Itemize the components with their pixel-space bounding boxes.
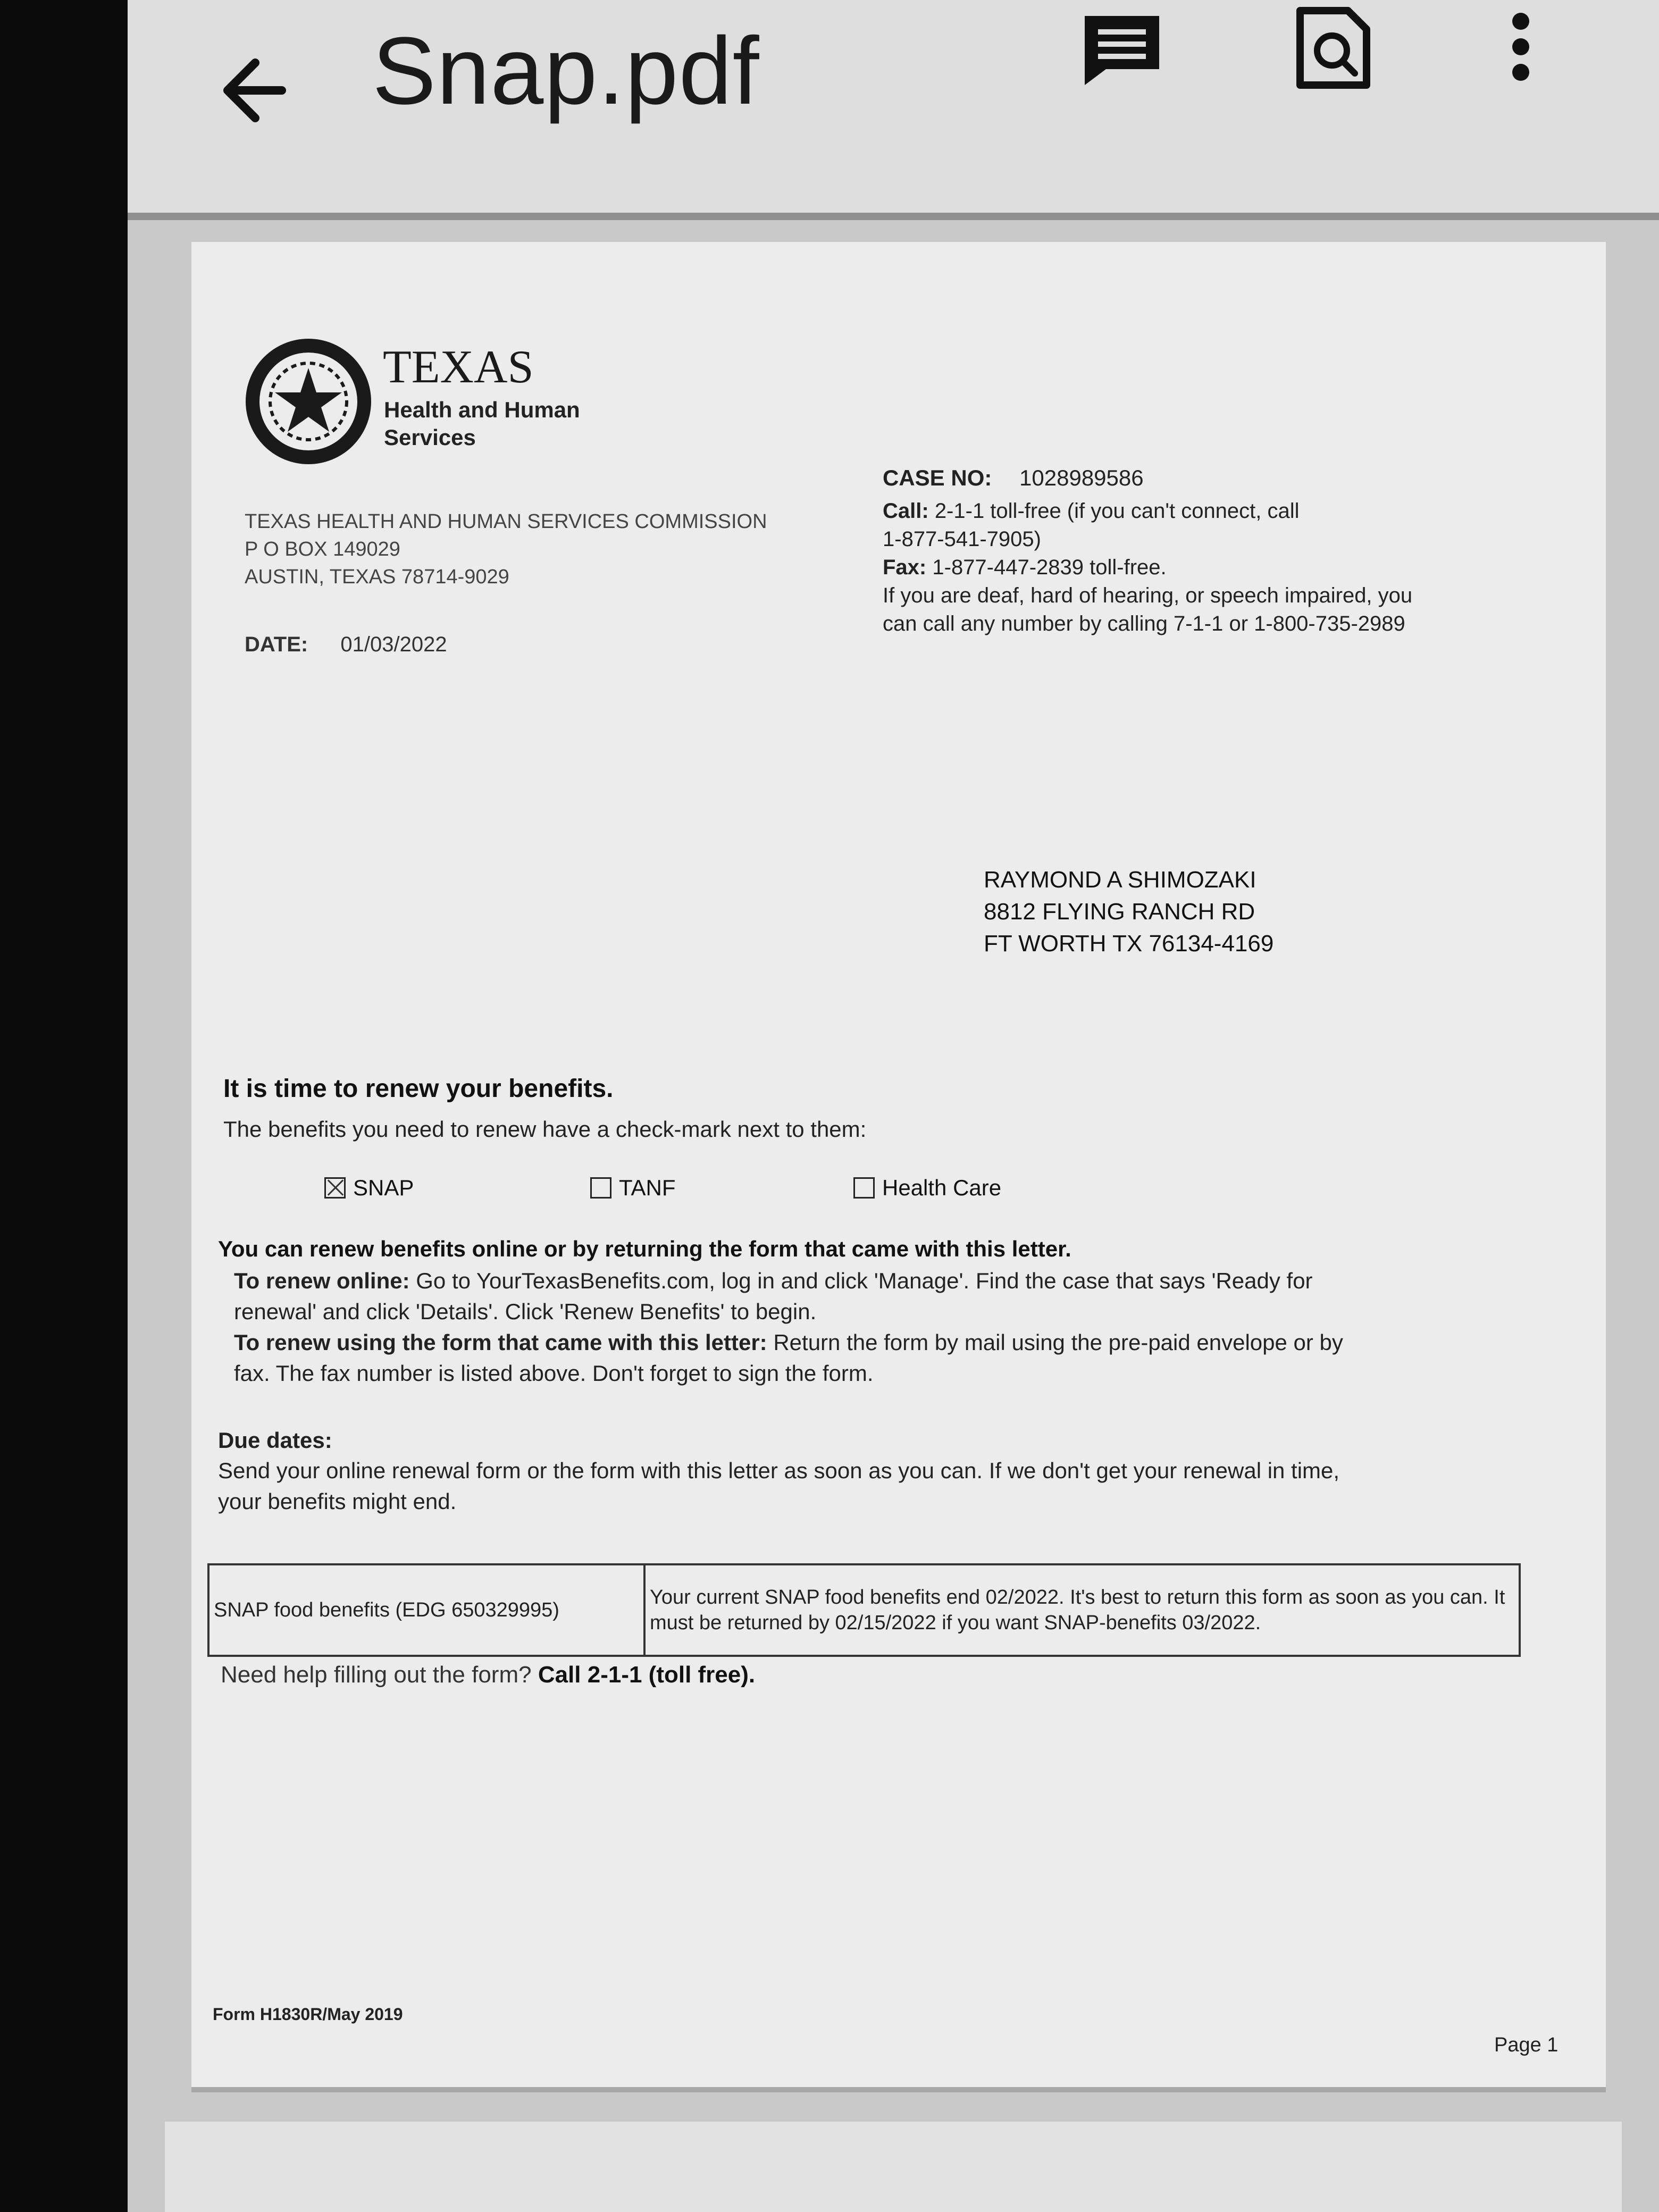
due-text-2: your benefits might end. <box>218 1489 457 1514</box>
benefit-label-health-care: Health Care <box>882 1175 1002 1200</box>
recipient-name: RAYMOND A SHIMOZAKI <box>984 867 1256 893</box>
app-toolbar <box>128 0 1659 220</box>
date-value: 01/03/2022 <box>340 633 447 656</box>
due-dates-table <box>207 1563 1521 1657</box>
contact-info <box>883 497 1521 638</box>
pdf-page <box>191 242 1606 2087</box>
logo-title: TEXAS <box>383 341 534 393</box>
due-text-1: Send your online renewal form or the form with this letter as soon as you can. If we don't get your renewal in time, <box>218 1458 1340 1483</box>
recipient-address <box>984 864 1273 960</box>
online-text-2: renewal' and click 'Details'. Click 'Renew Benefits' to begin. <box>234 1299 817 1324</box>
texas-hhs-seal-icon <box>242 335 375 468</box>
arrow-left-icon <box>207 37 314 144</box>
form-text-2: fax. The fax number is listed above. Don't forget to sign the form. <box>234 1361 874 1386</box>
renewal-heading: It is time to renew your benefits. <box>223 1075 614 1103</box>
more-vert-icon <box>1489 5 1553 96</box>
benefit-tanf <box>590 1175 676 1201</box>
online-text-1: Go to YourTexasBenefits.com, log in and click 'Manage'. Find the case that says 'Ready for <box>416 1268 1313 1293</box>
tanf-checkbox <box>590 1177 611 1199</box>
benefit-label-tanf: TANF <box>619 1175 676 1200</box>
online-label: To renew online: <box>234 1268 410 1293</box>
renew-options-heading: You can renew benefits online or by returning the form that came with this letter. <box>218 1236 1071 1261</box>
help-call: Call 2-1-1 (toll free). <box>538 1662 756 1688</box>
find-in-page-icon <box>1287 5 1382 96</box>
page-number: Page 1 <box>1494 2034 1559 2056</box>
call-text-2: 1-877-541-7905) <box>883 527 1041 551</box>
table-row <box>208 1564 1520 1656</box>
case-label: CASE NO: <box>883 465 992 490</box>
sender-city: AUSTIN, TEXAS 78714-9029 <box>245 566 509 588</box>
call-text: 2-1-1 toll-free (if you can't connect, call <box>934 499 1300 523</box>
document-title: Snap.pdf <box>372 18 760 124</box>
due-dates-text <box>218 1455 1569 1517</box>
snap-checkbox <box>324 1177 346 1199</box>
form-label: To renew using the form that came with this letter: <box>234 1330 767 1355</box>
call-label: Call: <box>883 499 929 523</box>
benefit-snap <box>324 1175 414 1201</box>
benefit-label-snap: SNAP <box>353 1175 414 1200</box>
more-options-button[interactable] <box>1489 5 1553 96</box>
deaf-line-1: If you are deaf, hard of hearing, or speech impaired, you <box>883 584 1413 607</box>
recipient-street: 8812 FLYING RANCH RD <box>984 899 1255 925</box>
checkmark-note: The benefits you need to renew have a check-mark next to them: <box>223 1117 867 1142</box>
recipient-city: FT WORTH TX 76134-4169 <box>984 931 1274 957</box>
comments-button[interactable] <box>1074 5 1170 96</box>
date-line <box>245 633 447 657</box>
health-care-checkbox <box>853 1177 875 1199</box>
case-number-line <box>883 465 1144 491</box>
detail-cell: Your current SNAP food benefits end 02/2022. It's best to return this form as soon as you can. It must be returned by 02/15/2022 if you want SNAP-benefits 03/2022. <box>644 1564 1520 1656</box>
case-value: 1028989586 <box>1019 465 1144 490</box>
comment-icon <box>1074 5 1170 96</box>
fax-text: 1-877-447-2839 toll-free. <box>932 556 1167 579</box>
renew-online-instructions <box>234 1266 1553 1389</box>
form-text-1: Return the form by mail using the pre-paid envelope or by <box>773 1330 1343 1355</box>
program-cell: SNAP food benefits (EDG 650329995) <box>208 1564 644 1656</box>
form-id: Form H1830R/May 2019 <box>213 2005 403 2024</box>
find-in-page-button[interactable] <box>1287 5 1382 96</box>
pdf-viewer-screen <box>128 0 1659 2212</box>
deaf-line-2: can call any number by calling 7-1-1 or 1-800-735-2989 <box>883 612 1405 635</box>
due-dates-label: Due dates: <box>218 1428 332 1453</box>
benefit-health-care <box>853 1175 1001 1201</box>
help-text: Need help filling out the form? <box>221 1662 532 1688</box>
back-button[interactable] <box>207 37 314 144</box>
sender-po-box: P O BOX 149029 <box>245 538 400 560</box>
next-pdf-page <box>165 2122 1622 2212</box>
sender-address <box>245 508 767 591</box>
date-label: DATE: <box>245 633 308 656</box>
logo-subtitle-line2: Services <box>384 425 476 450</box>
fax-label: Fax: <box>883 556 927 579</box>
help-line <box>221 1662 755 1688</box>
logo-subtitle-line1: Health and Human <box>384 397 580 422</box>
sender-name: TEXAS HEALTH AND HUMAN SERVICES COMMISSION <box>245 510 767 533</box>
